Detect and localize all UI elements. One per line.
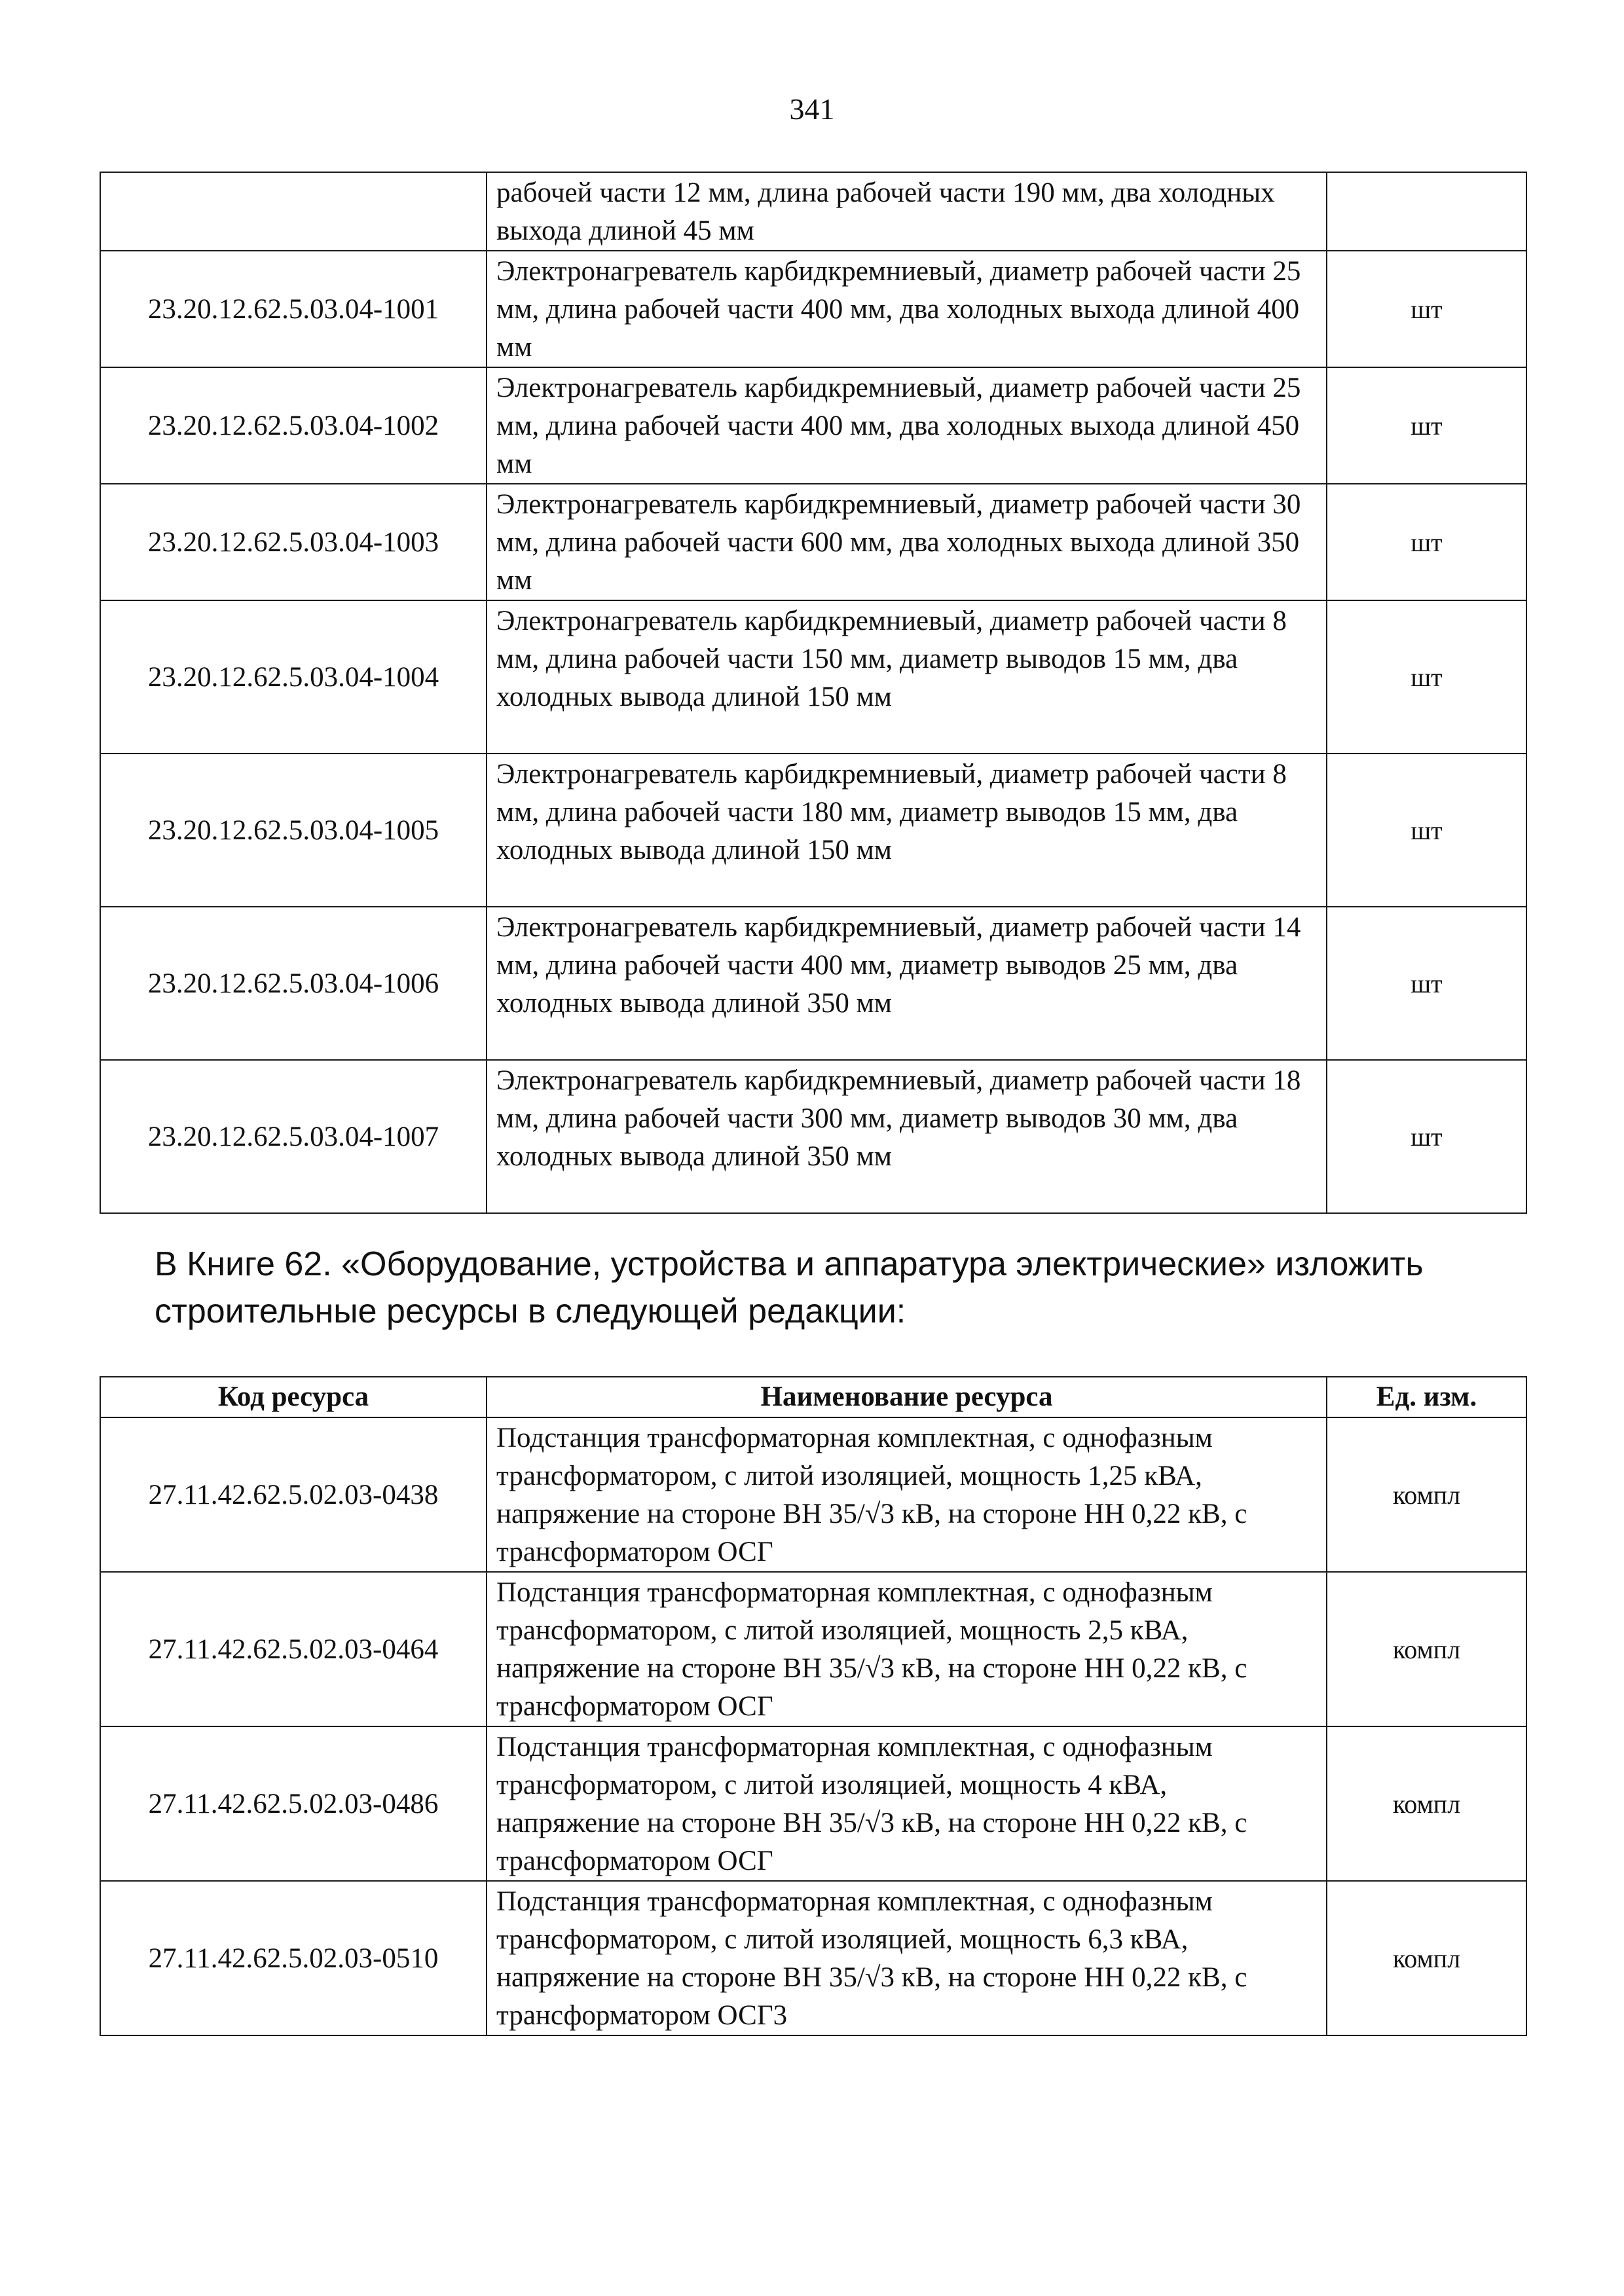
table-row [100,1417,1526,1572]
resource-code: 23.20.12.62.5.03.04-1005 [100,754,487,907]
resource-code: 23.20.12.62.5.03.04-1004 [100,600,487,754]
resource-name: рабочей части 12 мм, длина рабочей части 190 мм, два холодных выхода длиной 45 мм [487,172,1327,251]
resource-name: Электронагреватель карбидкремниевый, диаметр рабочей части 25 мм, длина рабочей части 400 мм, два холодных выхода длиной 450 мм [487,367,1327,484]
resource-code: 23.20.12.62.5.03.04-1002 [100,367,487,484]
resource-unit: шт [1327,1060,1526,1213]
resource-name: Электронагреватель карбидкремниевый, диаметр рабочей части 8 мм, длина рабочей части 180 мм, диаметр выводов 15 мм, два холодных вывода длиной 150 мм [487,754,1327,907]
page-number: 341 [789,92,835,126]
resource-table-continued [100,172,1527,1214]
resource-code: 27.11.42.62.5.02.03-0438 [100,1417,487,1572]
resource-code: 27.11.42.62.5.02.03-0486 [100,1726,487,1881]
resource-unit: шт [1327,600,1526,754]
table-row [100,600,1526,754]
table-row [100,1060,1526,1213]
resource-name: Электронагреватель карбидкремниевый, диаметр рабочей части 14 мм, длина рабочей части 400 мм, диаметр выводов 25 мм, два холодных вывода длиной 350 мм [487,907,1327,1060]
table-row [100,754,1526,907]
header-name: Наименование ресурса [487,1377,1327,1417]
resource-unit: шт [1327,484,1526,600]
resource-code: 23.20.12.62.5.03.04-1003 [100,484,487,600]
resource-name: Электронагреватель карбидкремниевый, диаметр рабочей части 25 мм, длина рабочей части 400 мм, два холодных выхода длиной 400 мм [487,251,1327,367]
table-row [100,907,1526,1060]
instruction-paragraph: В Книге 62. «Оборудование, устройства и аппаратура электрические» изложить строительные ресурсы в следующей редакции: [155,1245,1424,1330]
resource-unit: шт [1327,754,1526,907]
table-row [100,1572,1526,1726]
table-row [100,367,1526,484]
table-row [100,251,1526,367]
resource-unit: шт [1327,251,1526,367]
resource-code: 27.11.42.62.5.02.03-0464 [100,1572,487,1726]
resource-code: 27.11.42.62.5.02.03-0510 [100,1881,487,2035]
resource-unit [1327,172,1526,251]
resource-unit: шт [1327,907,1526,1060]
resource-name: Подстанция трансформаторная комплектная, с однофазным трансформатором, с литой изоляцией, мощность 4 кВА, напряжение на стороне ВН 35/√3 кВ, на стороне НН 0,22 кВ, с трансформатором ОСГ [487,1726,1327,1881]
resource-code [100,172,487,251]
resource-name: Подстанция трансформаторная комплектная, с однофазным трансформатором, с литой изоляцией, мощность 1,25 кВА, напряжение на стороне ВН 35/√3 кВ, на стороне НН 0,22 кВ, с трансформатором ОСГ [487,1417,1327,1572]
table-header-row [100,1377,1526,1417]
resource-unit: компл [1327,1572,1526,1726]
resource-code: 23.20.12.62.5.03.04-1007 [100,1060,487,1213]
resource-unit: компл [1327,1881,1526,2035]
resource-code: 23.20.12.62.5.03.04-1006 [100,907,487,1060]
table-row [100,1726,1526,1881]
resource-name: Электронагреватель карбидкремниевый, диаметр рабочей части 8 мм, длина рабочей части 150 мм, диаметр выводов 15 мм, два холодных вывода длиной 150 мм [487,600,1327,754]
resource-name: Подстанция трансформаторная комплектная, с однофазным трансформатором, с литой изоляцией, мощность 6,3 кВА, напряжение на стороне ВН 35/√3 кВ, на стороне НН 0,22 кВ, с трансформатором ОСГ3 [487,1881,1327,2035]
resource-code: 23.20.12.62.5.03.04-1001 [100,251,487,367]
resource-unit: компл [1327,1417,1526,1572]
resource-name: Электронагреватель карбидкремниевый, диаметр рабочей части 30 мм, длина рабочей части 600 мм, два холодных выхода длиной 350 мм [487,484,1327,600]
table-row [100,1881,1526,2035]
resource-unit: компл [1327,1726,1526,1881]
table-row [100,484,1526,600]
resource-unit: шт [1327,367,1526,484]
resource-table [100,1376,1527,2036]
header-code: Код ресурса [100,1377,487,1417]
table-row [100,172,1526,251]
resource-name: Электронагреватель карбидкремниевый, диаметр рабочей части 18 мм, длина рабочей части 300 мм, диаметр выводов 30 мм, два холодных вывода длиной 350 мм [487,1060,1327,1213]
resource-name: Подстанция трансформаторная комплектная, с однофазным трансформатором, с литой изоляцией, мощность 2,5 кВА, напряжение на стороне ВН 35/√3 кВ, на стороне НН 0,22 кВ, с трансформатором ОСГ [487,1572,1327,1726]
header-unit: Ед. изм. [1327,1377,1526,1417]
